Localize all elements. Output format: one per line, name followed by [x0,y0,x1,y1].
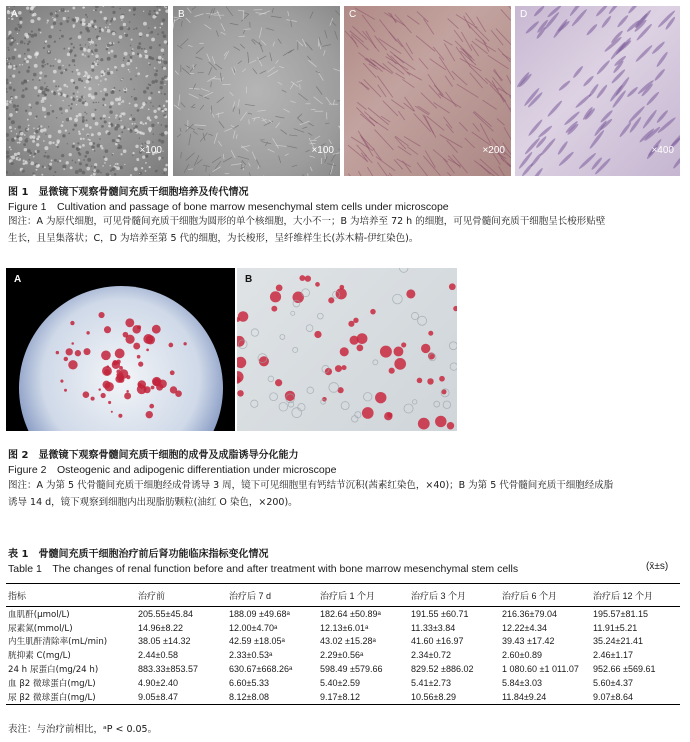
table-cell: 血 β2 微球蛋白(mg/L) [8,678,96,689]
table-cell: 11.91±5.21 [593,622,638,633]
table-cell: 8.12±8.08 [229,691,269,702]
table1-stat-label: (x̄±s) [646,561,669,572]
figure1-note-line1: 图注：A 为原代细胞，可见骨髓间充质干细胞为圆形的单个核细胞，大小不一；B 为培养至 72 h 的细胞，可见骨髓间充质干细胞呈长梭形贴壁 [8,216,606,227]
column-header: 治疗前 [138,590,166,601]
table-cell: 5.40±2.59 [320,677,360,688]
table-cell: 内生肌酐清除率(mL/min) [8,637,108,648]
table-cell: 42.59 ±18.05ᵃ [229,636,285,647]
table-cell: 2.33±0.53ᵃ [229,650,273,661]
table-cell: 5.60±4.37 [593,677,633,688]
magnification-label: ×200 [482,145,505,156]
table-cell: 9.07±8.64 [593,691,633,702]
table-cell: 829.52 ±886.02 [411,664,474,675]
table-cell: 188.09 ±49.68ᵃ [229,608,290,619]
alizarin-field [6,268,235,431]
table-cell: 182.64 ±50.89ᵃ [320,608,381,619]
table-row [6,676,680,690]
table-cell: 41.60 ±16.97 [411,636,464,647]
column-header: 治疗后 1 个月 [320,590,376,601]
table-row [6,648,680,662]
table-cell: 血肌酐(μmol/L) [8,609,70,620]
table-cell: 35.24±21.41 [593,636,643,647]
table-cell: 11.84±9.24 [502,691,547,702]
table-header-row [6,584,680,607]
table-row [6,662,680,676]
figure1-image-row [6,6,680,176]
panel-label: A [14,274,22,285]
table-cell: 2.34±0.72 [411,650,451,661]
table-cell: 630.67±668.26ᵃ [229,664,293,675]
table-row [6,607,680,621]
table1-footnote: 表注：与治疗前相比，ᵃP < 0.05。 [8,724,158,735]
table-cell: 2.60±0.89 [502,650,542,661]
table-cell: 39.43 ±17.42 [502,636,555,647]
table-cell: 9.17±8.12 [320,691,360,702]
column-header: 治疗后 6 个月 [502,590,558,601]
micrograph-panel-b [173,6,340,176]
figure1-title-zh: 图 1 显微镜下观察骨髓间充质干细胞培养及传代情况 [8,187,249,198]
table-row [6,690,680,704]
micrograph-panel-c [344,6,511,176]
table-cell: 14.96±8.22 [138,622,183,633]
table1-title-zh: 表 1 骨髓间充质干细胞治疗前后肾功能临床指标变化情况 [8,549,269,560]
table-cell: 6.60±5.33 [229,677,269,688]
table-row [6,635,680,649]
table-cell: 38.05 ±14.32 [138,636,191,647]
magnification-label: ×100 [311,145,334,156]
table-cell: 10.56±8.29 [411,691,456,702]
table-cell: 216.36±79.04 [502,608,557,619]
magnification-label: ×100 [139,145,162,156]
table-cell: 尿素氮(mmol/L) [8,623,73,634]
table-cell: 12.00±4.70ᵃ [229,622,278,633]
oil-red-field [237,268,457,431]
osteogenic-micrograph-a [6,268,235,431]
column-header: 指标 [8,591,27,602]
table-cell: 43.02 ±15.28ᵃ [320,636,376,647]
table-cell: 9.05±8.47 [138,691,178,702]
table-cell: 2.46±1.17 [593,650,633,661]
table-cell: 952.66 ±569.61 [593,664,656,675]
figure1-title-en: Figure 1 Cultivation and passage of bone marrow mesenchymal stem cells under microscope [8,201,449,213]
table-cell: 4.90±2.40 [138,677,178,688]
figure1-note-line2: 生长，且呈集落状；C，D 为培养至第 5 代的细胞，为长梭形，呈纤维样生长(苏木精-伊红染色)。 [8,233,419,244]
panel-label: B [245,274,253,285]
micrograph-panel-a [6,6,168,176]
table-cell: 883.33±853.57 [138,664,198,675]
column-header: 治疗后 12 个月 [593,590,654,601]
table-cell: 191.55 ±60.71 [411,608,469,619]
table-cell: 2.44±0.58 [138,650,178,661]
table-cell: 尿 β2 微球蛋白(mg/L) [8,692,96,703]
table-cell: 12.13±6.01ᵃ [320,622,369,633]
table-row [6,621,680,635]
table-cell: 598.49 ±579.66 [320,664,383,675]
panel-label: B [178,9,185,20]
micrograph-panel-d [515,6,680,176]
column-header: 治疗后 3 个月 [411,590,467,601]
table-cell: 11.33±3.84 [411,622,456,633]
figure2-note-line1: 图注：A 为第 5 代骨髓间充质干细胞经成骨诱导 3 周，镜下可见细胞里有钙结节沉积(茜素红染色，×40)；B 为第 5 代骨髓间充质干细胞经成脂 [8,480,614,491]
magnification-label: ×400 [651,145,674,156]
table-cell: 205.55±45.84 [138,608,193,619]
panel-label: C [349,9,357,20]
figure2-title-zh: 图 2 显微镜下观察骨髓间充质干细胞的成骨及成脂诱导分化能力 [8,450,299,461]
table-cell: 5.84±3.03 [502,677,542,688]
table-cell: 24 h 尿蛋白(mg/24 h) [8,665,99,676]
table1-title-en: Table 1 The changes of renal function before and after treatment with bone marrow mesenchymal stem cells [8,563,519,575]
table-cell: 1 080.60 ±1 011.07 [502,664,579,675]
table-cell: 胱抑素 C(mg/L) [8,651,71,662]
table-cell: 2.29±0.56ᵃ [320,650,364,661]
renal-function-table [6,583,680,705]
figure2-title-en: Figure 2 Osteogenic and adipogenic differentiation under microscope [8,464,337,476]
table-cell: 195.57±81.15 [593,608,648,619]
table-cell: 5.41±2.73 [411,677,451,688]
adipogenic-micrograph-b [237,268,457,431]
panel-label: A [11,9,18,20]
figure2-note-line2: 诱导 14 d，镜下观察到细胞内出现脂肪颗粒(油红 O 染色，×200)。 [8,497,298,508]
table-cell: 12.22±4.34 [502,622,547,633]
column-header: 治疗后 7 d [229,590,272,601]
panel-label: D [520,9,528,20]
